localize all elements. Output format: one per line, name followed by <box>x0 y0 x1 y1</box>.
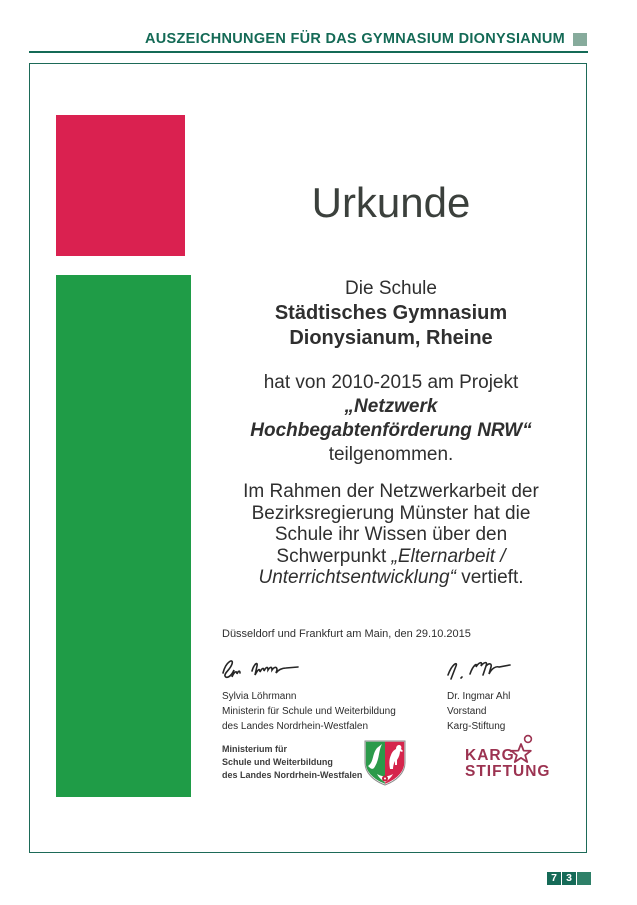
signer-role2: des Landes Nordrhein-Westfalen <box>222 721 369 732</box>
page-number-digit: 3 <box>562 872 576 885</box>
karg-logo-line1: KARG <box>465 747 515 764</box>
body-line3: Schule ihr Wissen über den <box>274 524 508 545</box>
header-accent-square <box>573 33 587 46</box>
signer-role2: Karg-Stiftung <box>447 721 506 732</box>
red-color-block <box>56 115 185 256</box>
page-header-title: AUSZEICHNUNGEN FÜR DAS GYMNASIUM DIONYSIANUM <box>144 31 565 47</box>
body-line5: Unterrichtsentwicklung“ vertieft. <box>258 567 524 588</box>
ministry-block <box>222 743 362 782</box>
project-block <box>195 371 587 467</box>
signature-block-left <box>222 689 396 734</box>
signer-name: Sylvia Löhrmann <box>222 691 297 702</box>
loehrmann-signature-icon <box>218 656 330 691</box>
karg-star-icon <box>506 734 540 771</box>
karg-logo-line2: STIFTUNG <box>465 762 551 780</box>
signature-block-right <box>447 689 510 734</box>
page-number-digit: 7 <box>547 872 561 885</box>
place-date-line: Düsseldorf und Frankfurt am Main, den 29.10.2015 <box>222 628 471 640</box>
ahl-signature-icon <box>440 658 530 693</box>
ministry-line3: des Landes Nordrhein-Westfalen <box>222 770 363 780</box>
body-line2: Bezirksregierung Münster hat die <box>251 502 531 524</box>
body-line1: Im Rahmen der Netzwerkarbeit der <box>243 481 539 502</box>
school-name-line1: Städtisches Gymnasium <box>274 302 508 324</box>
page-number <box>547 872 592 885</box>
signer-role1: Ministerin für Schule und Weiterbildung <box>222 706 396 717</box>
body-paragraph <box>195 481 587 589</box>
project-outro: teilgenommen. <box>328 444 454 465</box>
project-name-line2: Hochbegabtenförderung NRW“ <box>250 420 532 441</box>
project-name-line1: „Netzwerk <box>344 396 438 417</box>
project-intro: hat von 2010-2015 am Projekt <box>263 372 519 393</box>
page-number-accent-square <box>577 872 591 885</box>
certificate-title: Urkunde <box>311 179 471 226</box>
ministry-line2: Schule und Weiterbildung <box>222 757 333 767</box>
signer-name: Dr. Ingmar Ahl <box>447 691 511 702</box>
signer-role1: Vorstand <box>447 706 487 717</box>
header-rule <box>29 51 588 53</box>
school-intro: Die Schule <box>345 278 437 299</box>
nrw-coat-of-arms-icon <box>363 739 407 792</box>
ministry-line1: Ministerium für <box>222 744 288 754</box>
school-block <box>195 276 587 351</box>
body-line4: Schwerpunkt „Elternarbeit / <box>276 545 506 567</box>
green-color-bar <box>56 275 191 797</box>
karg-stiftung-logo <box>465 748 551 779</box>
school-name-line2: Dionysianum, Rheine <box>289 327 493 349</box>
